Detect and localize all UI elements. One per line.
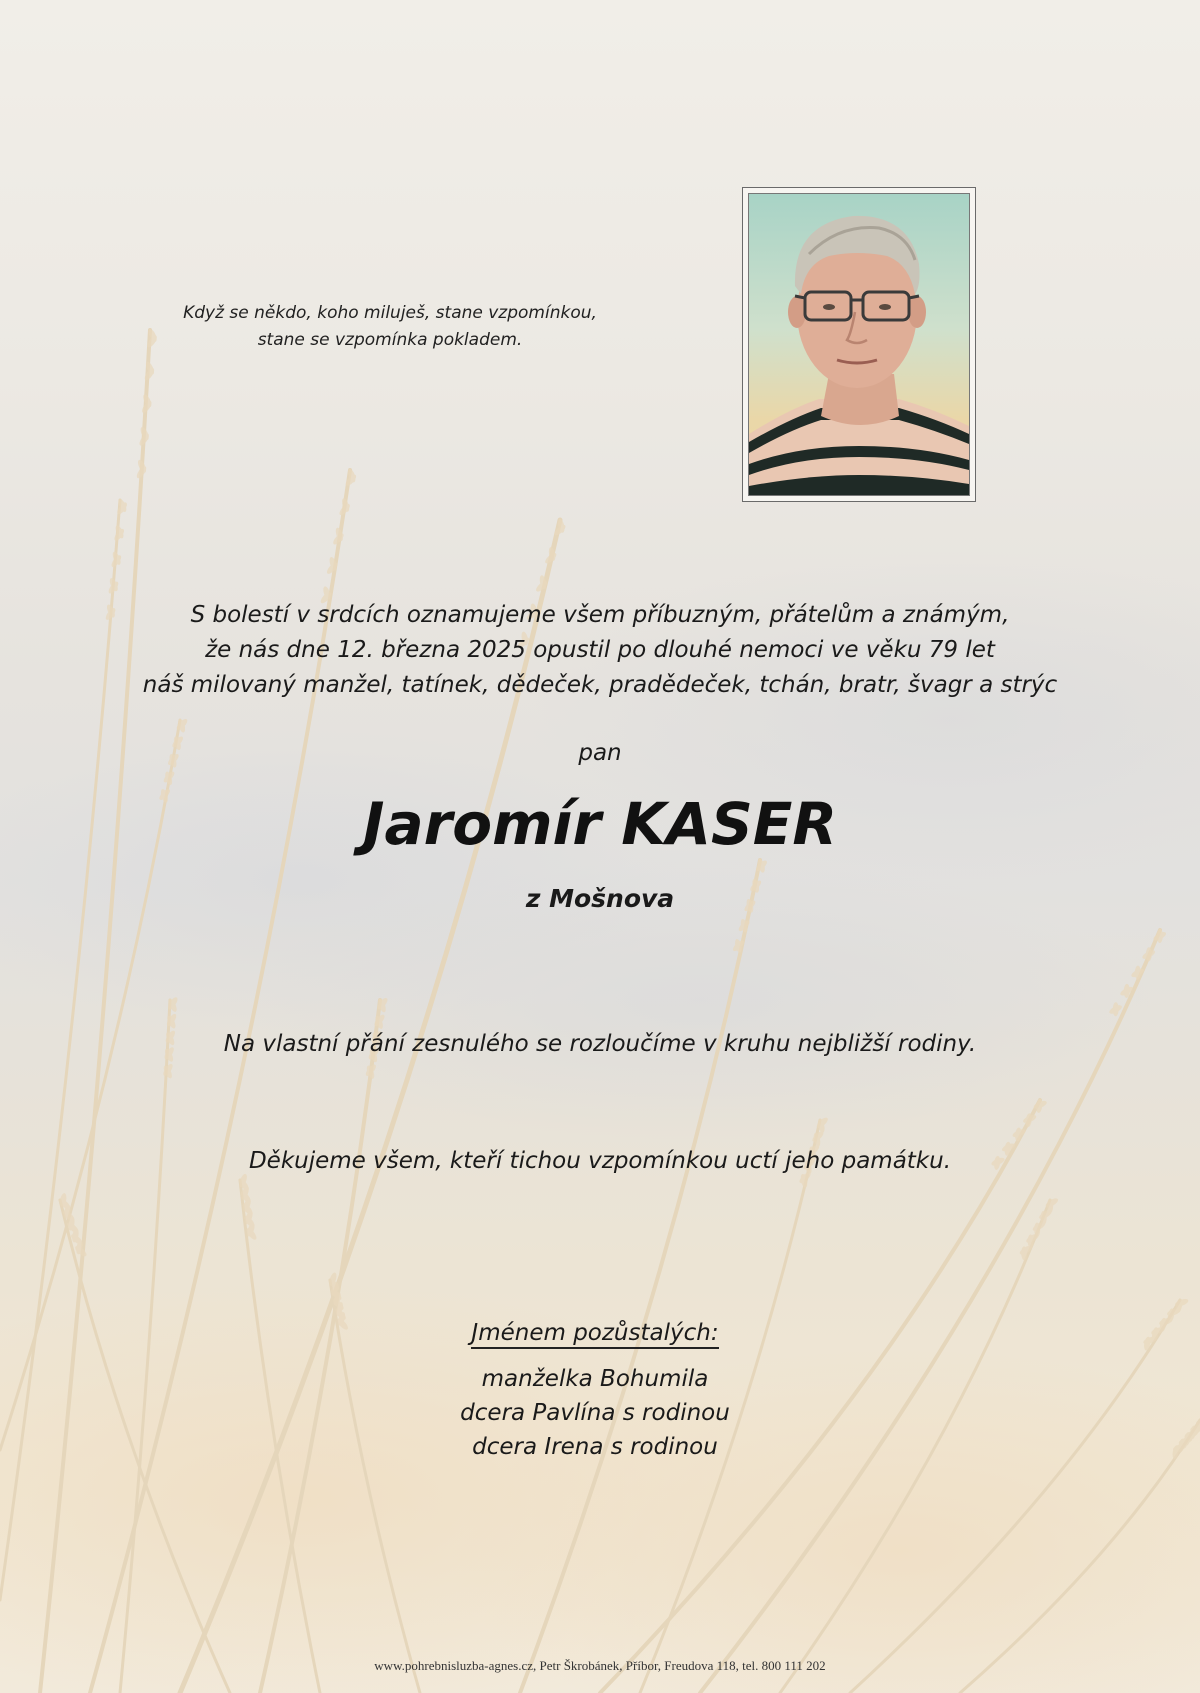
- thanks-text: Děkujeme všem, kteří tichou vzpomínkou uctí jeho památku.: [248, 1148, 952, 1174]
- portrait-photo: [748, 193, 970, 496]
- survivor-name: dcera Pavlína s rodinou: [460, 1400, 730, 1426]
- announcement-text: [100, 598, 1100, 703]
- farewell-text: Na vlastní přání zesnulého se rozloučíme v kruhu nejbližší rodiny.: [223, 1031, 977, 1057]
- portrait-frame: [742, 187, 976, 502]
- survivor-name: dcera Irena s rodinou: [472, 1434, 718, 1460]
- quote-line: stane se vzpomínka pokladem.: [257, 330, 523, 350]
- memorial-quote: [150, 300, 630, 354]
- deceased-name: Jaromír KASER: [362, 790, 838, 858]
- announcement-line: S bolestí v srdcích oznamujeme všem příbuzným, přátelům a známým,: [190, 602, 1010, 628]
- salutation: pan: [578, 740, 622, 766]
- deceased-origin: z Mošnova: [525, 884, 675, 913]
- announcement-line: že nás dne 12. března 2025 opustil po dlouhé nemoci ve věku 79 let: [205, 637, 995, 663]
- survivor-name: manželka Bohumila: [481, 1366, 709, 1392]
- survivors-heading-label: Jménem pozůstalých:: [471, 1320, 718, 1349]
- funeral-service-footer: www.pohrebnisluzba-agnes.cz, Petr Škrobánek, Příbor, Freudova 118, tel. 800 111 202: [374, 1658, 826, 1673]
- survivors-heading: [400, 1316, 790, 1350]
- quote-line: Když se někdo, koho miluješ, stane vzpomínkou,: [183, 303, 597, 323]
- announcement-line: náš milovaný manžel, tatínek, dědeček, pradědeček, tchán, bratr, švagr a strýc: [142, 672, 1058, 698]
- survivors-list: [400, 1362, 790, 1464]
